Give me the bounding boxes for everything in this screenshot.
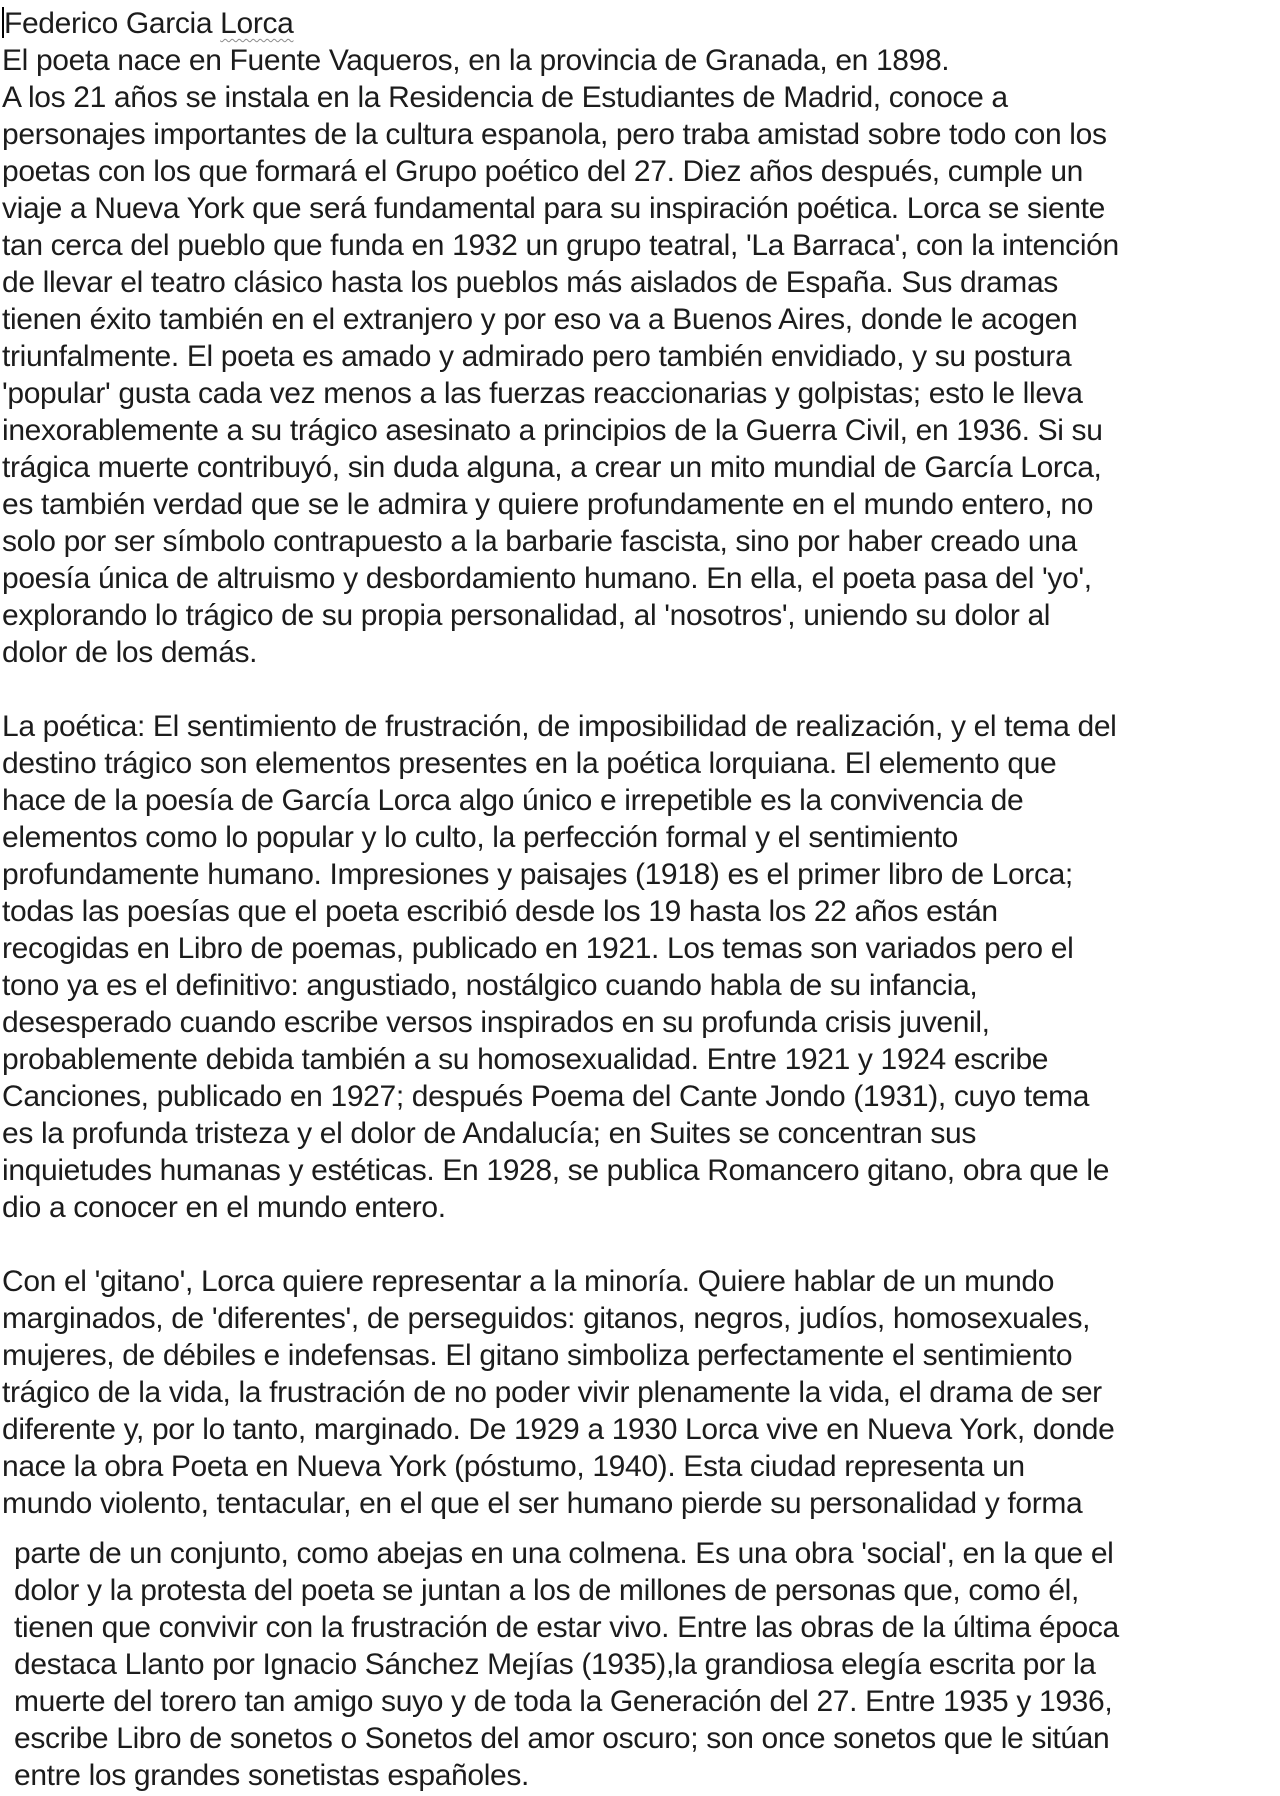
text-line: es también verdad que se le admira y quiere profundamente en el mundo entero, no <box>2 488 1094 521</box>
paragraph-biography[interactable] <box>2 42 1276 671</box>
text-line: destino trágico son elementos presentes en la poética lorquiana. El elemento que <box>2 747 1057 780</box>
paragraph-poetics[interactable] <box>2 708 1276 1226</box>
text-line: 'popular' gusta cada vez menos a las fuerzas reaccionarias y golpistas; esto le lleva <box>2 377 1083 410</box>
empty-line <box>2 671 1276 708</box>
text-line: trágico de la vida, la frustración de no poder vivir plenamente la vida, el drama de ser <box>2 1376 1102 1409</box>
text-line: dolor de los demás. <box>2 636 258 669</box>
paragraph-gitano[interactable] <box>2 1263 1276 1522</box>
text-line: viaje a Nueva York que será fundamental para su inspiración poética. Lorca se siente <box>2 192 1105 225</box>
text-line: La poética: El sentimiento de frustración, de imposibilidad de realización, y el tema del <box>2 710 1117 743</box>
empty-line <box>2 1226 1276 1263</box>
text-line: muerte del torero tan amigo suyo y de toda la Generación del 27. Entre 1935 y 1936, <box>14 1685 1113 1718</box>
text-line: destaca Llanto por Ignacio Sánchez Mejías (1935),la grandiosa elegía escrita por la <box>14 1648 1096 1681</box>
text-line: probablemente debida también a su homosexualidad. Entre 1921 y 1924 escribe <box>2 1043 1049 1076</box>
spellcheck-flagged-word[interactable]: Lorca <box>220 7 294 40</box>
text-line: desesperado cuando escribe versos inspirados en su profunda crisis juvenil, <box>2 1006 990 1039</box>
text-line: elementos como lo popular y lo culto, la perfección formal y el sentimiento <box>2 821 958 854</box>
document-body-continued[interactable] <box>14 1535 1276 1794</box>
text-line: entre los grandes sonetistas españoles. <box>14 1759 530 1792</box>
text-line: diferente y, por lo tanto, marginado. De 1929 a 1930 Lorca vive en Nueva York, donde <box>2 1413 1115 1446</box>
text-line: poesía única de altruismo y desbordamiento humano. En ella, el poeta pasa del 'yo', <box>2 562 1092 595</box>
text-line: tan cerca del pueblo que funda en 1932 un grupo teatral, 'La Barraca', con la intención <box>2 229 1119 262</box>
text-line: marginados, de 'diferentes', de perseguidos: gitanos, negros, judíos, homosexuales, <box>2 1302 1091 1335</box>
text-line: solo por ser símbolo contrapuesto a la barbarie fascista, sino por haber creado una <box>2 525 1077 558</box>
paragraph-gitano-continued[interactable] <box>14 1535 1276 1794</box>
text-line: Canciones, publicado en 1927; después Poema del Cante Jondo (1931), cuyo tema <box>2 1080 1090 1113</box>
text-line: dio a conocer en el mundo entero. <box>2 1191 446 1224</box>
text-line: personajes importantes de la cultura espanola, pero traba amistad sobre todo con los <box>2 118 1107 151</box>
text-line: mujeres, de débiles e indefensas. El gitano simboliza perfectamente el sentimiento <box>2 1339 1073 1372</box>
text-line: A los 21 años se instala en la Residencia de Estudiantes de Madrid, conoce a <box>2 81 1008 114</box>
text-line: recogidas en Libro de poemas, publicado en 1921. Los temas son variados pero el <box>2 932 1074 965</box>
text-line: profundamente humano. Impresiones y paisajes (1918) es el primer libro de Lorca; <box>2 858 1073 891</box>
text-line: El poeta nace en Fuente Vaqueros, en la provincia de Granada, en 1898. <box>2 44 950 77</box>
text-line: poetas con los que formará el Grupo poético del 27. Diez años después, cumple un <box>2 155 1084 188</box>
text-line: es la profunda tristeza y el dolor de Andalucía; en Suites se concentran sus <box>2 1117 977 1150</box>
title-text: Federico Garcia <box>4 7 221 40</box>
text-line: escribe Libro de sonetos o Sonetos del amor oscuro; son once sonetos que le sitúan <box>14 1722 1110 1755</box>
text-line: mundo violento, tentacular, en el que el ser humano pierde su personalidad y forma <box>2 1487 1083 1520</box>
text-line: de llevar el teatro clásico hasta los pueblos más aislados de España. Sus dramas <box>2 266 1058 299</box>
document-title[interactable] <box>2 5 1276 42</box>
text-line: trágica muerte contribuyó, sin duda alguna, a crear un mito mundial de García Lorca, <box>2 451 1102 484</box>
text-line: triunfalmente. El poeta es amado y admirado pero también envidiado, y su postura <box>2 340 1072 373</box>
text-line: nace la obra Poeta en Nueva York (póstumo, 1940). Esta ciudad representa un <box>2 1450 1025 1483</box>
text-line: parte de un conjunto, como abejas en una colmena. Es una obra 'social', en la que el <box>14 1537 1114 1570</box>
document-body[interactable] <box>2 5 1276 1522</box>
text-line: Con el 'gitano', Lorca quiere representar a la minoría. Quiere hablar de un mundo <box>2 1265 1055 1298</box>
text-line: inexorablemente a su trágico asesinato a principios de la Guerra Civil, en 1936. Si su <box>2 414 1103 447</box>
text-line: tono ya es el definitivo: angustiado, nostálgico cuando habla de su infancia, <box>2 969 978 1002</box>
text-line: explorando lo trágico de su propia personalidad, al 'nosotros', uniendo su dolor al <box>2 599 1051 632</box>
text-line: tienen éxito también en el extranjero y por eso va a Buenos Aires, donde le acogen <box>2 303 1078 336</box>
text-line: dolor y la protesta del poeta se juntan a los de millones de personas que, como él, <box>14 1574 1079 1607</box>
text-line: todas las poesías que el poeta escribió desde los 19 hasta los 22 años están <box>2 895 998 928</box>
text-line: hace de la poesía de García Lorca algo único e irrepetible es la convivencia de <box>2 784 1024 817</box>
text-line: tienen que convivir con la frustración de estar vivo. Entre las obras de la última época <box>14 1611 1119 1644</box>
text-line: inquietudes humanas y estéticas. En 1928, se publica Romancero gitano, obra que le <box>2 1154 1110 1187</box>
